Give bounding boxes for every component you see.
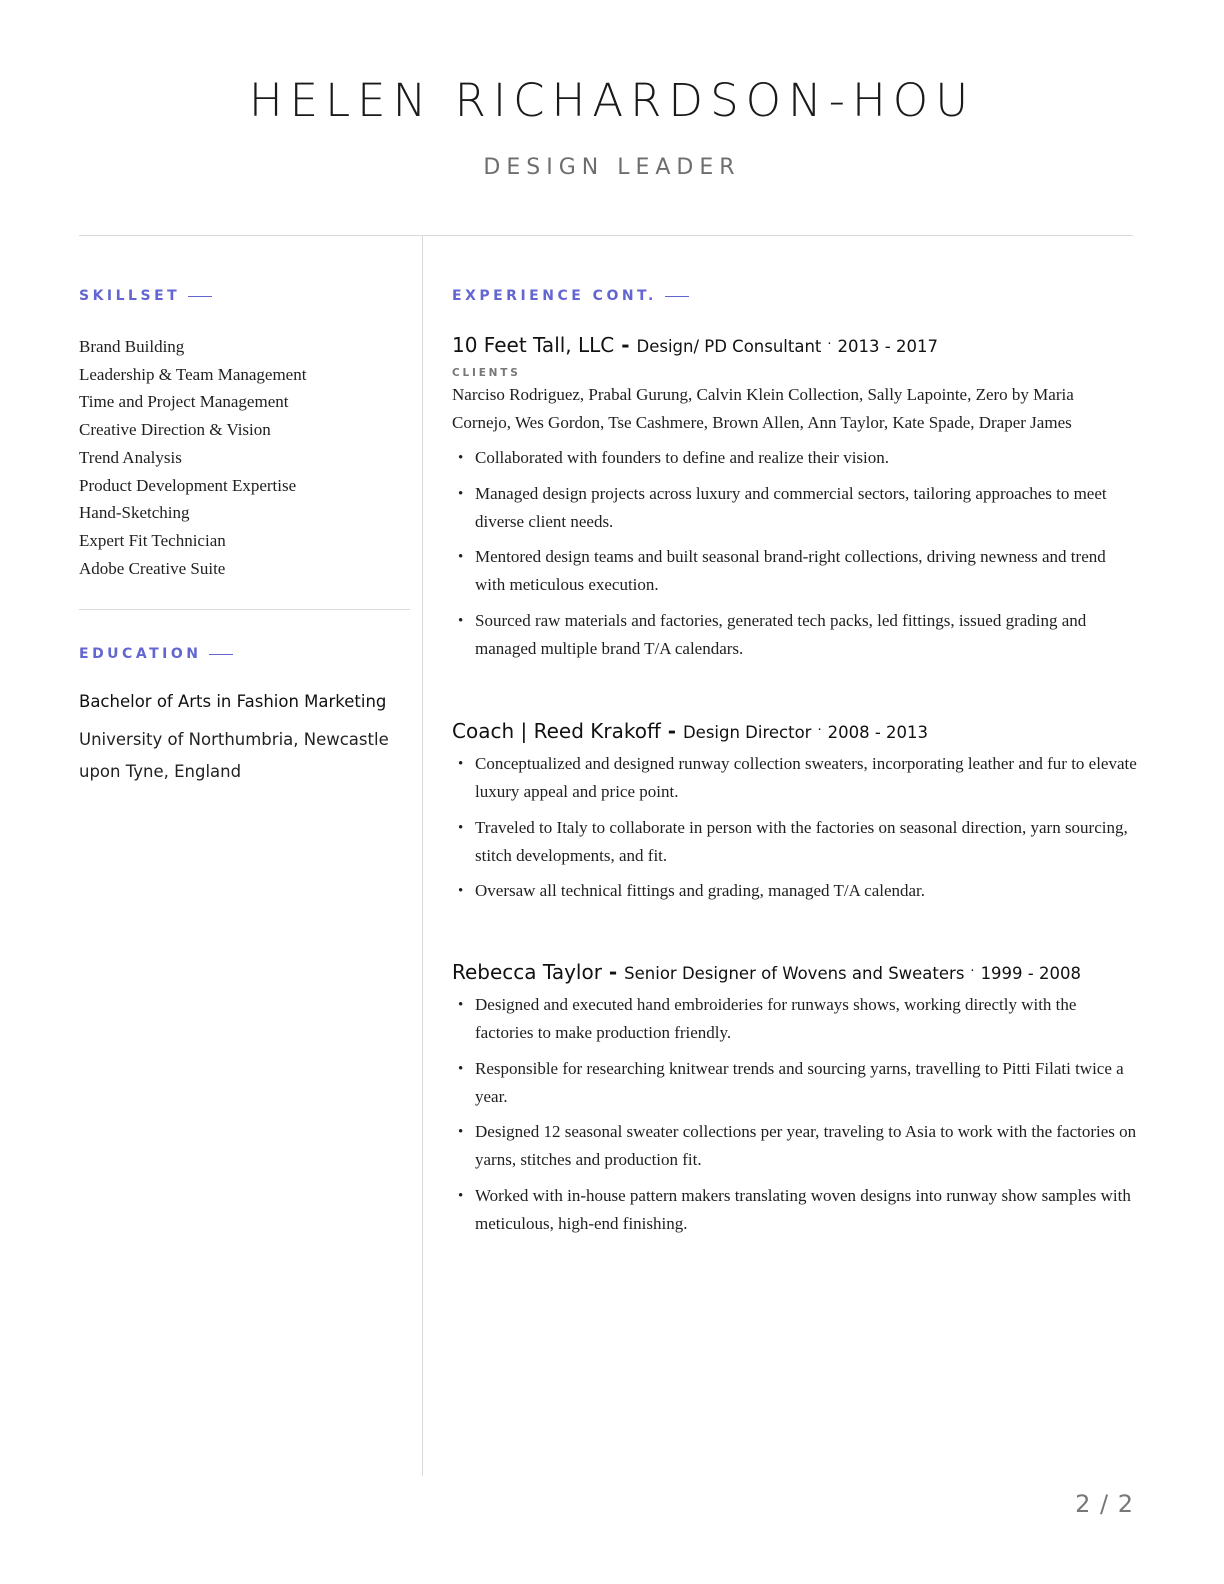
job-bullet: • Designed and executed hand embroideries for runways shows, working directly with the factories to make production friendly. — [452, 991, 1137, 1047]
job-role: Senior Designer of Wovens and Sweaters — [624, 964, 965, 983]
job-bullet: • Collaborated with founders to define and realize their vision. — [452, 444, 1137, 472]
job-header — [452, 719, 1137, 743]
job-entry — [452, 960, 1137, 1245]
job-bullet: • Oversaw all technical fittings and grading, managed T/A calendar. — [452, 877, 1137, 905]
job-bullets — [452, 750, 1137, 905]
job-bullet: • Responsible for researching knitwear trends and sourcing yarns, travelling to Pitti Filati twice a year. — [452, 1055, 1137, 1111]
job-years: 2013 - 2017 — [837, 337, 938, 356]
experience-heading — [452, 288, 689, 304]
skill-item: Expert Fit Technician — [79, 530, 226, 550]
heading-dash — [665, 296, 689, 297]
job-company: 10 Feet Tall, LLC — [452, 333, 615, 357]
job-separator: - — [614, 333, 637, 357]
job-dot: · — [827, 337, 832, 352]
job-bullets — [452, 991, 1137, 1238]
skill-item: Adobe Creative Suite — [79, 558, 226, 578]
job-bullet: • Conceptualized and designed runway collection sweaters, incorporating leather and fur to elevate luxury appeal and price point. — [452, 750, 1137, 806]
job-entry — [452, 333, 1137, 670]
education-school: University of Northumbria, Newcastle upon Tyne, England — [79, 730, 389, 781]
job-entry — [452, 719, 1137, 913]
job-bullet: • Mentored design teams and built seasonal brand-right collections, driving newness and trend with meticulous execution. — [452, 543, 1137, 599]
education-heading-text: EDUCATION — [79, 646, 202, 662]
job-years: 1999 - 2008 — [980, 964, 1081, 983]
skill-item: Leadership & Team Management — [79, 364, 307, 384]
job-dot: · — [817, 723, 822, 738]
skill-item: Hand-Sketching — [79, 503, 190, 523]
job-bullet: • Traveled to Italy to collaborate in person with the factories on seasonal direction, yarn sourcing, stitch developments, and fit. — [452, 814, 1137, 870]
skillset-heading-text: SKILLSET — [79, 288, 181, 304]
candidate-title: DESIGN LEADER — [483, 155, 741, 180]
job-separator: - — [660, 719, 683, 743]
skill-item: Creative Direction & Vision — [79, 420, 271, 440]
skill-item: Brand Building — [79, 337, 185, 356]
skill-item: Trend Analysis — [79, 447, 182, 467]
page-number: 2 / 2 — [1075, 1490, 1134, 1518]
job-role: Design/ PD Consultant — [636, 337, 822, 356]
job-company: Rebecca Taylor — [452, 960, 602, 984]
job-separator: - — [601, 960, 625, 984]
clients-list: Narciso Rodriguez, Prabal Gurung, Calvin Klein Collection, Sally Lapointe, Zero by Maria Cornejo, Wes Gordon, Tse Cashmere, Brown Allen, Ann Taylor, Kate Spade, Draper James — [452, 385, 1074, 432]
clients-label: CLIENTS — [452, 367, 521, 379]
skills-list — [79, 333, 306, 582]
heading-dash — [209, 654, 233, 655]
job-bullet: • Designed 12 seasonal sweater collections per year, traveling to Asia to work with the factories on yarns, stitches and production fit. — [452, 1118, 1137, 1174]
column-divider — [422, 236, 423, 1476]
job-header — [452, 333, 1137, 357]
job-bullet: • Sourced raw materials and factories, generated tech packs, led fittings, issued grading and managed multiple brand T/A calendars. — [452, 607, 1137, 663]
job-dot: · — [970, 964, 975, 979]
job-header — [452, 960, 1137, 984]
heading-dash — [188, 296, 212, 297]
education-degree: Bachelor of Arts in Fashion Marketing — [79, 692, 387, 711]
job-bullets — [452, 444, 1137, 663]
skill-item: Time and Project Management — [79, 392, 289, 412]
job-company: Coach | Reed Krakoff — [452, 719, 661, 743]
skillset-heading — [79, 288, 212, 304]
header-divider — [79, 235, 1133, 236]
experience-heading-text: EXPERIENCE CONT. — [452, 288, 657, 304]
skill-item: Product Development Expertise — [79, 475, 297, 495]
left-section-divider — [79, 609, 410, 610]
candidate-name: HELEN RICHARDSON-HOU — [248, 74, 976, 127]
job-bullet: • Managed design projects across luxury and commercial sectors, tailoring approaches to meet diverse client needs. — [452, 480, 1137, 536]
job-role: Design Director — [682, 723, 812, 742]
education-heading — [79, 646, 233, 662]
job-years: 2008 - 2013 — [827, 723, 929, 742]
job-bullet: • Worked with in-house pattern makers translating woven designs into runway show samples with meticulous, high-end finishing. — [452, 1182, 1137, 1238]
